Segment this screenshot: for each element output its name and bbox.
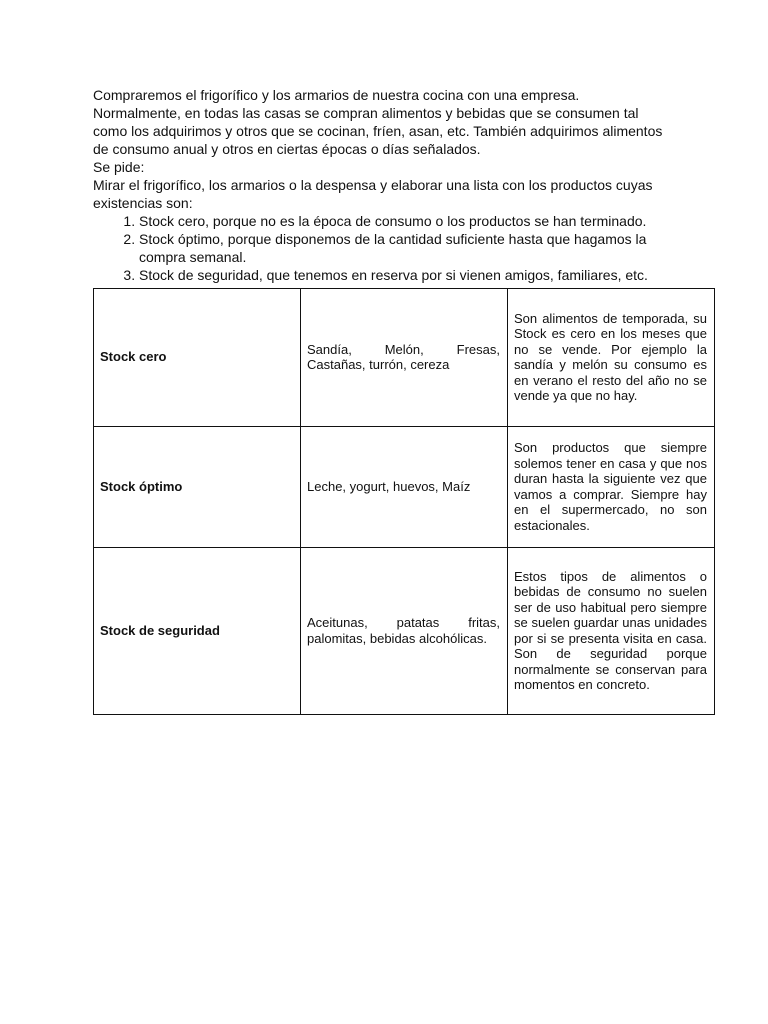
table-row — [94, 427, 715, 548]
intro-paragraph-3: Se pide: — [93, 159, 145, 175]
products-cell: Leche, yogurt, huevos, Maíz — [301, 427, 508, 548]
stock-type-cell: Stock cero — [94, 289, 301, 427]
intro-paragraph-4: Mirar el frigorífico, los armarios o la despensa y elaborar una lista con los productos cuyas existencias son: — [93, 177, 653, 211]
stock-type-cell: Stock óptimo — [94, 427, 301, 548]
products-cell: Sandía, Melón, Fresas, Castañas, turrón, cereza — [301, 289, 508, 427]
intro-paragraph-2: Normalmente, en todas las casas se compran alimentos y bebidas que se consumen tal como los adquirimos y otros que se cocinan, fríen, asan, etc. También adquirimos alimentos de consumo anual y otros en ciertas épocas o días señalados. — [93, 105, 663, 157]
stock-table — [93, 288, 715, 715]
list-item: 2. Stock óptimo, porque disponemos de la cantidad suficiente hasta que hagamos la compra semanal. — [139, 230, 673, 266]
table-row — [94, 289, 715, 427]
stock-type-cell: Stock de seguridad — [94, 548, 301, 715]
list-item: 1. Stock cero, porque no es la época de consumo o los productos se han terminado. — [139, 212, 673, 230]
description-cell: Son alimentos de temporada, su Stock es cero en los meses que no se vende. Por ejemplo la sandía y melón su consumo es en verano el resto del año no se vende ya que no hay. — [508, 289, 715, 427]
list-item: 3. Stock de seguridad, que tenemos en reserva por si vienen amigos, familiares, etc. — [139, 266, 673, 284]
products-cell: Aceitunas, patatas fritas, palomitas, bebidas alcohólicas. — [301, 548, 508, 715]
description-cell: Estos tipos de alimentos o bebidas de consumo no suelen ser de uso habitual pero siempre se suelen guardar unas unidades por si se presenta visita en casa. Son de seguridad porque normalmente se conservan para momentos en concreto. — [508, 548, 715, 715]
table-row — [94, 548, 715, 715]
document-page — [93, 86, 707, 715]
description-cell: Son productos que siempre solemos tener en casa y que nos duran hasta la siguiente vez que vamos a comprar. Siempre hay en el supermercado, no son estacionales. — [508, 427, 715, 548]
intro-text — [93, 86, 673, 212]
numbered-list — [93, 212, 673, 284]
intro-paragraph-1: Compraremos el frigorífico y los armarios de nuestra cocina con una empresa. — [93, 87, 580, 103]
